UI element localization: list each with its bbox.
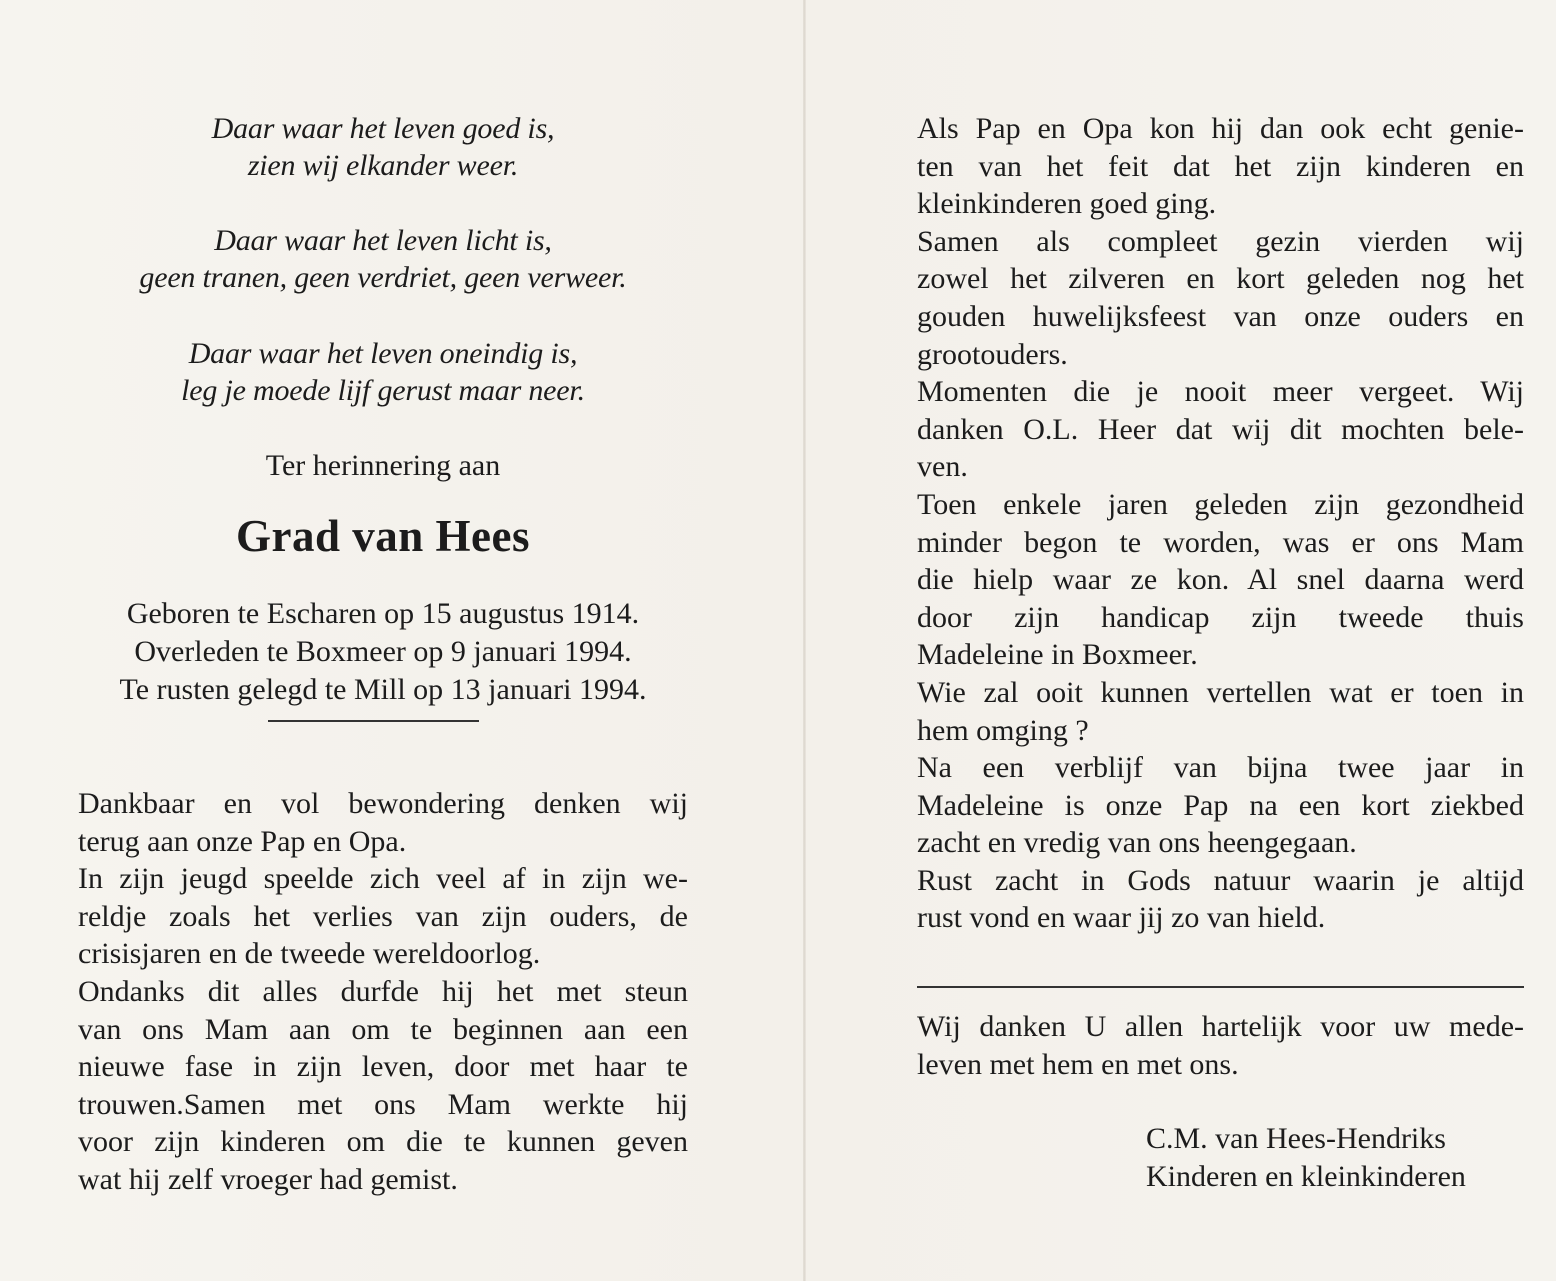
- text-line: Ondanks dit alles durfde hij het met steun: [78, 974, 688, 1008]
- poem-line: Daar waar het leven licht is,: [214, 224, 552, 257]
- text-line: rust vond en waar jij zo van hield.: [917, 901, 1326, 935]
- text-line: grootouders.: [917, 337, 1068, 371]
- poem-line: zien wij elkander weer.: [247, 149, 519, 182]
- text-line: voor zijn kinderen om die te kunnen geven: [78, 1125, 688, 1159]
- text-line: leven met hem en met ons.: [917, 1047, 1239, 1081]
- signature: [1146, 1120, 1524, 1195]
- text-line: Wij danken U allen hartelijk voor uw mede-: [917, 1010, 1524, 1043]
- poem-stanza: [78, 335, 688, 409]
- text-line: Madeleine in Boxmeer.: [917, 638, 1198, 672]
- text-line: minder begon te worden, was er ons Mam: [917, 525, 1524, 559]
- deceased-name: Grad van Hees: [236, 511, 530, 561]
- text-line: ven.: [917, 450, 968, 484]
- text-line: ten van het feit dat het zijn kinderen en: [917, 149, 1524, 183]
- text-line: nieuwe fase in zijn leven, door met haar te: [78, 1050, 688, 1084]
- text-line: Samen als compleet gezin vierden wij: [917, 224, 1524, 258]
- birth-line: Geboren te Escharen op 15 augustus 1914.: [126, 597, 640, 630]
- text-line: crisisjaren en de tweede wereldoorlog.: [78, 937, 541, 971]
- signature-line: Kinderen en kleinkinderen: [1146, 1159, 1466, 1193]
- text-line: Madeleine is onze Pap na een kort ziekbed: [917, 788, 1524, 822]
- text-line: hem omging ?: [917, 713, 1089, 747]
- text-line: die hielp waar ze kon. Al snel daarna werd: [917, 563, 1524, 597]
- text-line: Dankbaar en vol bewondering denken wij: [78, 787, 688, 820]
- divider: [268, 720, 479, 722]
- death-line: Overleden te Boxmeer op 9 januari 1994.: [134, 635, 632, 668]
- text-line: terug aan onze Pap en Opa.: [78, 824, 407, 858]
- card-fold: [803, 0, 806, 1281]
- text-line: zowel het zilveren en kort geleden nog het: [917, 262, 1524, 296]
- text-line: Wie zal ooit kunnen vertellen wat er toen in: [917, 675, 1524, 709]
- text-line: Rust zacht in Gods natuur waarin je altijd: [917, 863, 1524, 897]
- text-line: In zijn jeugd speelde zich veel af in zijn we-: [78, 862, 688, 896]
- remembrance-intro: Ter herinnering aan: [265, 449, 501, 482]
- burial-line: Te rusten gelegd te Mill op 13 januari 1994.: [119, 673, 647, 706]
- text-line: door zijn handicap zijn tweede thuis: [917, 600, 1524, 634]
- poem-stanza: [78, 222, 688, 296]
- divider: [917, 986, 1524, 988]
- text-line: kleinkinderen goed ging.: [917, 187, 1217, 221]
- poem-line: Daar waar het leven goed is,: [211, 112, 555, 145]
- poem-line: Daar waar het leven oneindig is,: [188, 337, 578, 370]
- thanks-text: [917, 1008, 1524, 1083]
- right-text: [917, 110, 1524, 937]
- text-line: gouden huwelijksfeest van onze ouders en: [917, 299, 1524, 333]
- text-line: van ons Mam aan om te beginnen aan een: [78, 1012, 688, 1046]
- text-line: Na een verblijf van bijna twee jaar in: [917, 751, 1524, 785]
- text-line: Als Pap en Opa kon hij dan ook echt genie-: [917, 112, 1524, 145]
- poem-line: geen tranen, geen verdriet, geen verweer.: [139, 261, 627, 294]
- signature-line: C.M. van Hees-Hendriks: [1146, 1122, 1446, 1155]
- right-page: [917, 0, 1524, 1281]
- text-line: trouwen.Samen met ons Mam werkte hij: [78, 1087, 688, 1121]
- poem-line: leg je moede lijf gerust maar neer.: [181, 374, 585, 407]
- text-line: Toen enkele jaren geleden zijn gezondheid: [917, 487, 1524, 521]
- poem-stanza: [78, 110, 688, 184]
- text-line: zacht en vredig van ons heengegaan.: [917, 826, 1357, 860]
- text-line: reldje zoals het verlies van zijn ouders, de: [78, 899, 688, 933]
- left-text: [78, 785, 688, 1199]
- text-line: wat hij zelf vroeger had gemist.: [78, 1162, 458, 1196]
- text-line: Momenten die je nooit meer vergeet. Wij: [917, 375, 1524, 409]
- life-dates: [78, 595, 688, 709]
- text-line: danken O.L. Heer dat wij dit mochten bele-: [917, 412, 1524, 446]
- left-page: [78, 0, 688, 1281]
